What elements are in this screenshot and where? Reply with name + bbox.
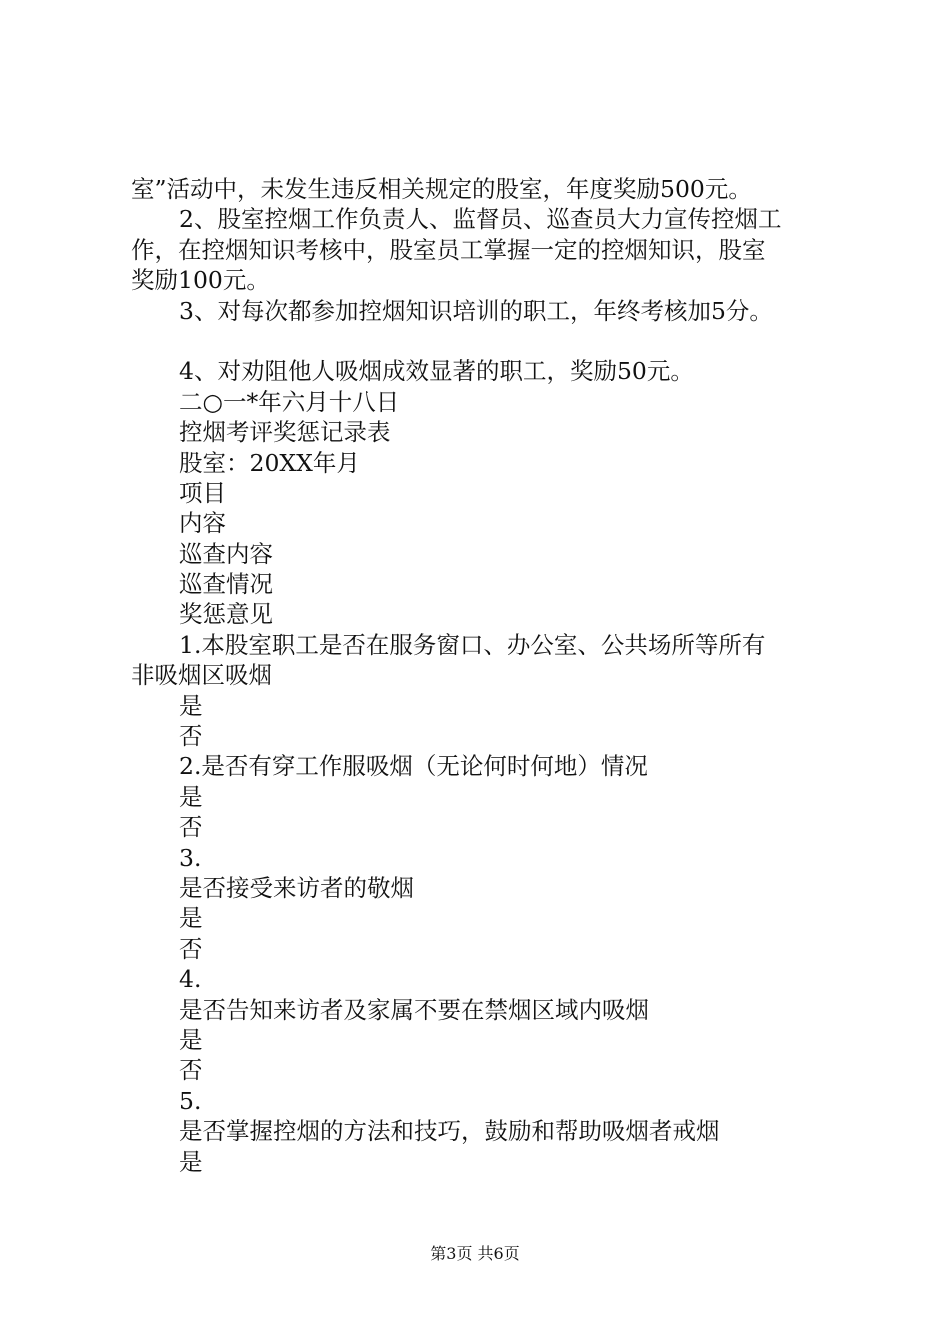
- text-line: 室”活动中，未发生违反相关规定的股室，年度奖励500元。: [131, 175, 752, 203]
- text-line: 否: [179, 1056, 203, 1085]
- text-line: 是: [179, 691, 203, 720]
- text-line: 否: [179, 813, 203, 842]
- text-line: 是: [179, 1147, 203, 1176]
- text-line: 作，在控烟知识考核中，股室员工掌握一定的控烟知识，股室: [131, 235, 766, 264]
- text-line: 是: [179, 1025, 203, 1054]
- text-line: 5.: [179, 1086, 202, 1115]
- page-footer: 第3页 共6页: [430, 1244, 520, 1263]
- text-line: 3、对每次都参加控烟知识培训的职工，年终考核加5分。: [179, 296, 773, 325]
- text-line: 是: [179, 782, 203, 811]
- text-line: 2、股室控烟工作负责人、监督员、巡查员大力宣传控烟工: [179, 205, 782, 234]
- text-line: 是否掌握控烟的方法和技巧，鼓励和帮助吸烟者戒烟: [179, 1117, 720, 1146]
- text-line: 项目: [179, 478, 226, 507]
- text-line: 内容: [179, 509, 226, 538]
- text-line: 二○一*年六月十八日: [179, 387, 400, 416]
- text-line: 股室：20XX年月: [179, 448, 360, 477]
- text-line: 1.本股室职工是否在服务窗口、办公室、公共场所等所有: [179, 630, 766, 659]
- text-line: 巡查内容: [179, 539, 273, 568]
- text-line: 否: [179, 722, 203, 751]
- text-line: 非吸烟区吸烟: [131, 661, 272, 690]
- blank-line: [131, 326, 831, 356]
- text-line: 控烟考评奖惩记录表: [179, 418, 391, 447]
- text-line: 是否告知来访者及家属不要在禁烟区域内吸烟: [179, 995, 649, 1024]
- text-line: 4.: [179, 965, 202, 994]
- text-line: 奖励100元。: [131, 266, 270, 295]
- text-line: 是否接受来访者的敬烟: [179, 873, 414, 902]
- text-line: 3.: [179, 843, 202, 872]
- text-line: 是: [179, 904, 203, 933]
- document-body: [131, 174, 831, 1177]
- text-line: 奖惩意见: [179, 600, 273, 629]
- text-line: 2.是否有穿工作服吸烟（无论何时何地）情况: [179, 752, 648, 781]
- text-line: 4、对劝阻他人吸烟成效显著的职工，奖励50元。: [179, 357, 694, 386]
- text-line: 巡查情况: [179, 570, 273, 599]
- text-line: 否: [179, 934, 203, 963]
